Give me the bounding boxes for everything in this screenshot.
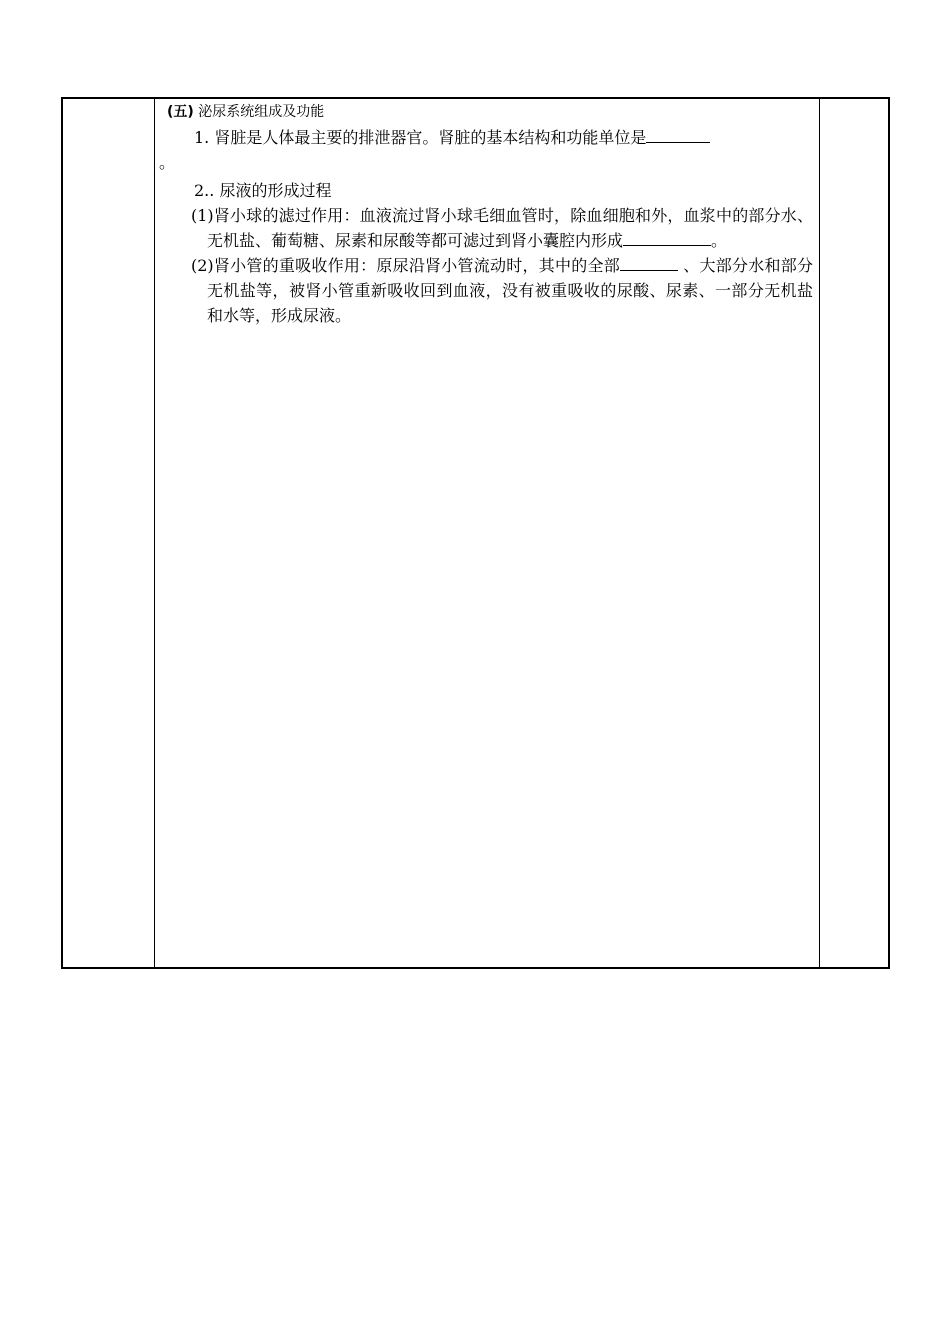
content-cell (159, 103, 813, 328)
item-2-text-a: (2)肾小管的重吸收作用：原尿沿肾小管流动时，其中的全部 (191, 256, 620, 275)
lesson-table (61, 97, 890, 969)
section-heading (167, 103, 813, 121)
section-number: (五) (167, 104, 194, 120)
column-divider-right (819, 99, 820, 967)
answer-blank-3[interactable] (620, 253, 678, 271)
question-2-item-2 (159, 253, 813, 328)
question-1-text: 1. 肾脏是人体最主要的排泄器官。肾脏的基本结构和功能单位是 (194, 128, 647, 147)
answer-blank-1[interactable] (646, 125, 710, 143)
question-1-end: 。 (159, 153, 176, 172)
question-2-heading: 2.. 尿液的形成过程 (194, 181, 332, 200)
item-1-text: (1)肾小球的滤过作用：血液流过肾小球毛细血管时，除血细胞和外，血浆中的部分水、无机盐、葡萄糖、尿素和尿酸等都可滤过到肾小囊腔内形成 (191, 206, 813, 250)
answer-blank-2[interactable] (623, 228, 711, 246)
section-title: 泌尿系统组成及功能 (198, 104, 325, 120)
item-1-end: 。 (711, 231, 728, 250)
question-2-item-1 (159, 203, 813, 253)
question-1 (159, 125, 813, 175)
column-divider-left (154, 99, 155, 967)
item-2-text-b: 、大部分水和部分无机盐等，被肾小管重新吸收回到血液，没有被重吸收的尿酸、尿素、一部分无机盐和水等，形成尿液。 (207, 256, 813, 325)
